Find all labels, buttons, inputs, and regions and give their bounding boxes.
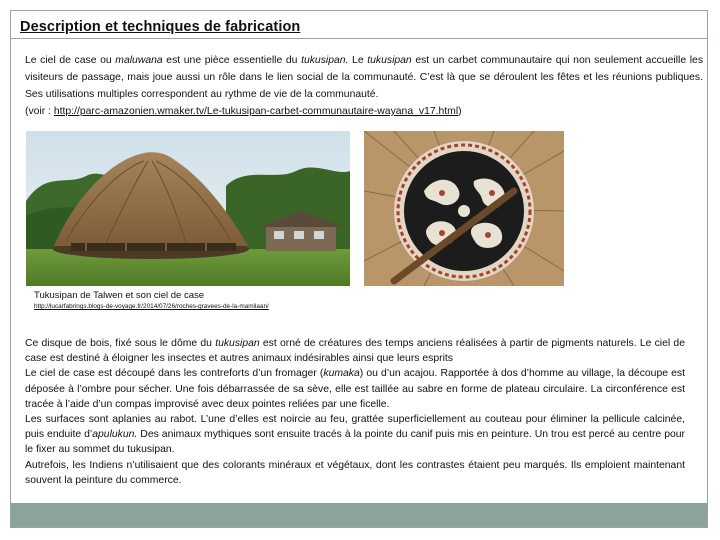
description-text bbox=[25, 336, 685, 488]
title-divider bbox=[10, 38, 708, 39]
footer-bar bbox=[11, 503, 707, 527]
intro-paragraph: Le ciel de case ou maluwana est une pièce essentielle du tukusipan. Le tukusipan est un carbet communautaire qui non seulement accueille les visiteurs de passage, mais joue aussi un rôle dans le lien social de la communauté. C’est là que se déroulent les fêtes et les réunions publiques. Ses utilisations multiples correspondent au rythme de vie de la communauté. bbox=[25, 55, 704, 100]
intro-text bbox=[25, 52, 703, 120]
body-paragraph: Le ciel de case est découpé dans les contreforts d’un fromager (kumaka) ou d’un acajou. Rapportée à dos d’homme au village, la découpe est déposée à l’ombre pour sécher. Une fois débarrassée de sa sève, elle est taillée au sabre en forme de plateau circulaire. La circonférence est tracée à l’aide d’un compas improvisé avec deux pointes reliées par une ficelle. bbox=[25, 368, 685, 410]
caption-source bbox=[34, 303, 269, 310]
reference-line: (voir : http://parc-amazonien.wmaker.tv/Le-tukusipan-carbet-communautaire-wayana_v17.html) bbox=[25, 106, 462, 117]
ciel-de-case-photo bbox=[364, 131, 564, 286]
page-title: Description et techniques de fabrication bbox=[20, 19, 301, 35]
caption-source-link[interactable]: http://lucarfabrings.blogs-de-voyage.fr/2014/07/26/roches-gravees-de-la-mamilaan/ bbox=[34, 303, 269, 310]
photo-caption: Tukusipan de Talwen et son ciel de case bbox=[34, 290, 205, 301]
body-paragraph: Ce disque de bois, fixé sous le dôme du tukusipan est orné de créatures des temps anciens réalisées à partir de pigments naturels. Le ciel de case est destiné à éloigner les insectes et autres animaux indésirables ainsi que leurs esprits bbox=[25, 338, 685, 365]
tukusipan-photo bbox=[26, 131, 350, 286]
reference-link[interactable]: http://parc-amazonien.wmaker.tv/Le-tukusipan-carbet-communautaire-wayana_v17.html bbox=[53, 106, 459, 117]
body-paragraph: Les surfaces sont aplanies au rabot. L’une d’elles est noircie au feu, grattée superficiellement au couteau pour éliminer la pellicule calcinée, puis enduite d’apulukun. Des animaux mythiques sont ensuite tracés à la pointe du canif puis mis en peinture. Un trou est percé au centre pour le fixer au sommet du tukusipan. bbox=[25, 414, 685, 456]
body-paragraph: Autrefois, les Indiens n’utilisaient que des colorants minéraux et végétaux, dont les contrastes étaient peu marqués. Ils emploient maintenant souvent la peinture du commerce. bbox=[25, 459, 685, 486]
